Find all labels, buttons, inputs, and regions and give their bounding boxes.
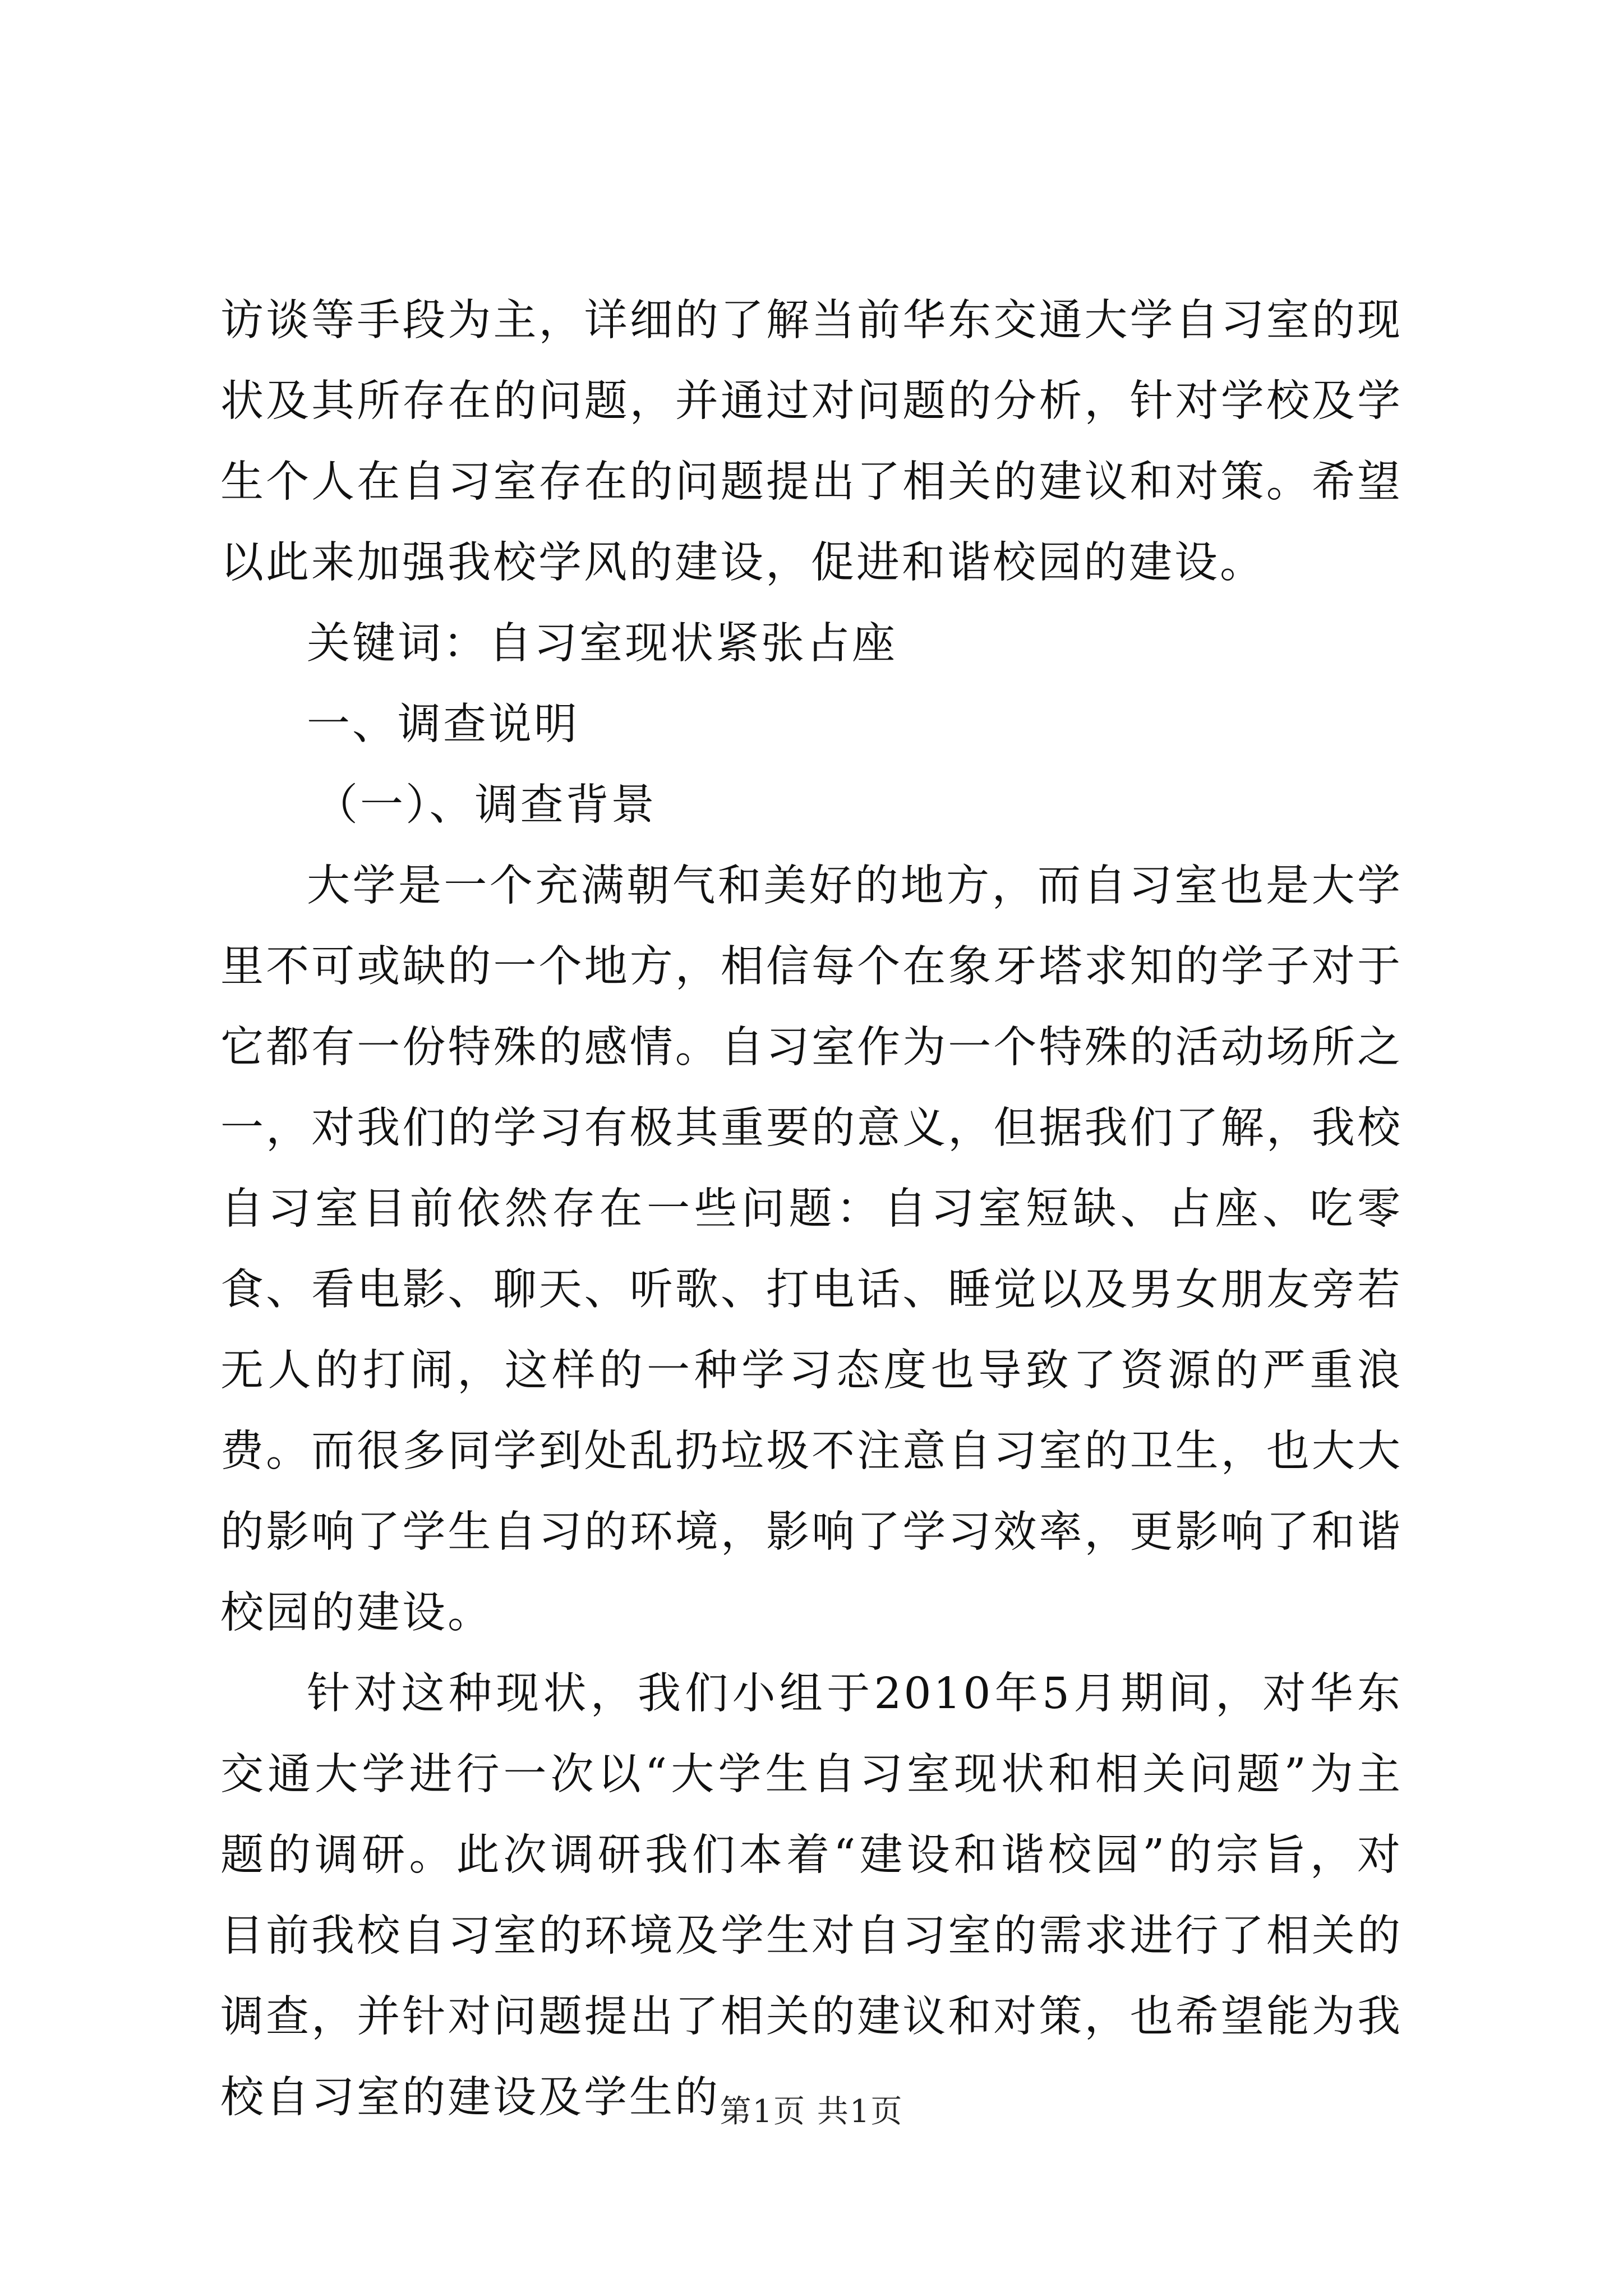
subsection-heading: （一）、调查背景 xyxy=(315,780,657,830)
section-heading: 一、调查说明 xyxy=(307,700,579,749)
keywords-line: 关键词：自习室现状紧张占座 xyxy=(307,619,897,669)
body-paragraph-survey: 针对这种现状，我们小组于2010年5月期间，对华东交通大学进行一次以“大学生自习室现状和相关问题”为主题的调研。此次调研我们本着“建设和谐校园”的宗旨，对目前我校自习室的环境及学生对自习室的需求进行了相关的调查，并针对问题提出了相关的建议和对策，也希望能为我校自习室的建设及学生的 xyxy=(220,1669,1403,2123)
document-body xyxy=(220,280,1403,2138)
body-paragraph-background: 大学是一个充满朝气和美好的地方，而自习室也是大学里不可或缺的一个地方，相信每个在象牙塔求知的学子对于它都有一份特殊的感情。自习室作为一个特殊的活动场所之一，对我们的学习有极其重要的意义，但据我们了解，我校自习室目前依然存在一些问题：自习室短缺、占座、吃零食、看电影、聊天、听歌、打电话、睡觉以及男女朋友旁若无人的打闹，这样的一种学习态度也导致了资源的严重浪费。而很多同学到处乱扔垃圾不注意自习室的卫生，也大大的影响了学生自习的环境，影响了学习效率，更影响了和谐校园的建设。 xyxy=(220,861,1403,1638)
body-paragraph-continuation: 访谈等手段为主，详细的了解当前华东交通大学自习室的现状及其所存在的问题，并通过对问题的分析，针对学校及学生个人在自习室存在的问题提出了相关的建议和对策。希望以此来加强我校学风的建设，促进和谐校园的建设。 xyxy=(220,296,1403,588)
page-footer: 第1页 共1页 xyxy=(720,2093,903,2130)
